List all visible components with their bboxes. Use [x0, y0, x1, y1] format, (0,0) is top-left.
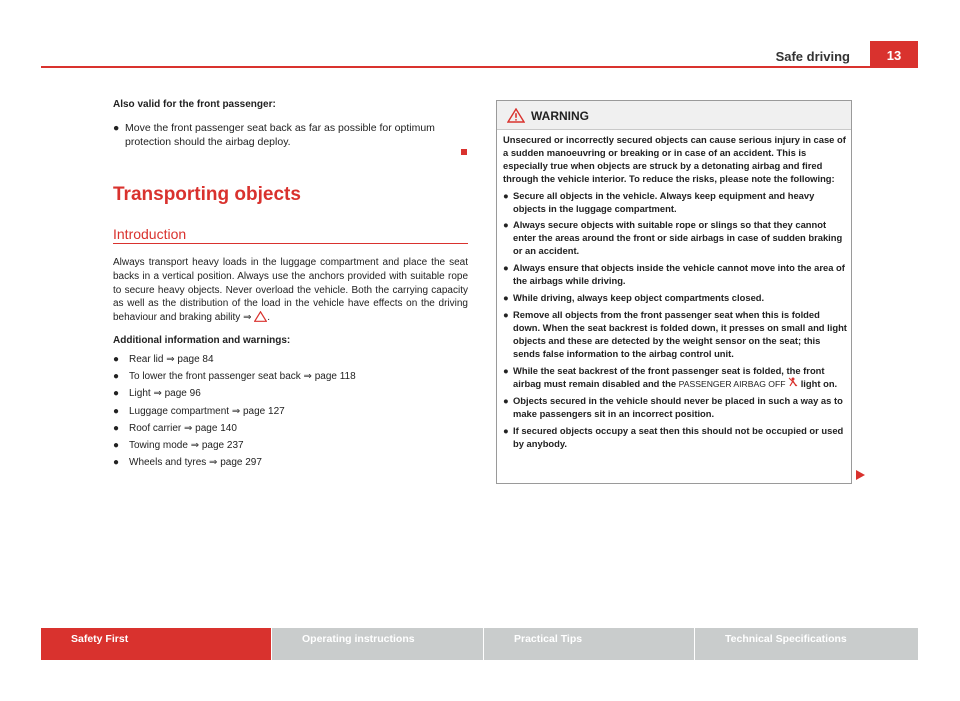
- bullet-icon: ●: [113, 371, 120, 383]
- page-number: 13: [870, 41, 918, 68]
- warning-bullet: ● While driving, always keep object compartments closed.: [503, 291, 765, 303]
- passenger-note: [113, 98, 468, 156]
- warning-bullet: ● Always ensure that objects inside the vehicle cannot move into the area of the airbags while driving.: [503, 262, 845, 287]
- bullet-icon: ●: [113, 439, 120, 451]
- passenger-bullet: [113, 121, 468, 150]
- tab-safety-first[interactable]: Safety First: [41, 628, 271, 660]
- tab-operating-instructions[interactable]: Operating instructions: [272, 628, 483, 660]
- warning-bullet: ● While the seat backrest of the front passenger seat is folded, the front airbag must remain disabled and the PASSENGER AIRBAG OFF light on.: [503, 364, 838, 390]
- bullet-icon: ●: [503, 291, 509, 303]
- bullet-icon: ●: [503, 364, 509, 376]
- list-item[interactable]: ● Luggage compartment ⇒ page 127: [113, 403, 468, 420]
- list-item[interactable]: ● Wheels and tyres ⇒ page 297: [113, 454, 468, 471]
- warning-box: [496, 100, 852, 484]
- warning-bullet: ● Secure all objects in the vehicle. Always keep equipment and heavy objects in the luggage compartment.: [503, 189, 815, 214]
- bullet-icon: ●: [503, 425, 509, 437]
- list-item[interactable]: ● Rear lid ⇒ page 84: [113, 351, 468, 368]
- list-item[interactable]: ● Roof carrier ⇒ page 140: [113, 420, 468, 437]
- bullet-icon: ●: [503, 395, 509, 407]
- warning-intro: Unsecured or incorrectly secured objects can cause serious injury in case of a sudden manoeuvring or breaking or in case of an accident. This is especially true when objects are struck by a detonating airbag and fired through the vehicle interior. To reduce the risks, please note the following:: [503, 134, 846, 184]
- warning-title: WARNING: [531, 109, 589, 123]
- list-item[interactable]: ● Light ⇒ page 96: [113, 385, 468, 402]
- bullet-icon: ●: [503, 262, 509, 274]
- header-title: Safe driving: [775, 49, 850, 64]
- warning-bullet: ● If secured objects occupy a seat then this should not be occupied or used by anybody.: [503, 425, 844, 450]
- continue-arrow-icon: [856, 467, 865, 485]
- passenger-airbag-off-label: PASSENGER AIRBAG OFF: [678, 379, 786, 390]
- passenger-label: Also valid for the front passenger:: [113, 99, 276, 110]
- warning-triangle-icon: [507, 108, 525, 128]
- bullet-icon: ●: [113, 354, 120, 365]
- intro-text: Always transport heavy loads in the luggage compartment and place the seat backs in a vertical position. Always use the anchors provided with suitable rope to secure heavy objects. Never overload the vehicle. Both the carrying capacity as well as the distribution of the load in the vehicle have effects on the driving behaviour and braking ability ⇒: [113, 257, 468, 324]
- sub-title-rule: [113, 243, 468, 244]
- list-item[interactable]: ● Towing mode ⇒ page 237: [113, 437, 468, 454]
- warning-bullet: ● Remove all objects from the front passenger seat when this is folded down. When the seat backrest is folded down, it presses on small and light objects and these are detected by the weight sensor on the seat; this sends false information to the airbag control unit.: [503, 308, 847, 359]
- bullet-icon: ●: [113, 388, 120, 400]
- bullet-icon: ●: [503, 219, 509, 231]
- passenger-bullet-text: Move the front passenger seat back as far as possible for optimum protection should the airbag deploy.: [125, 121, 435, 148]
- intro-paragraph: [113, 256, 468, 327]
- bullet-icon: ●: [113, 405, 120, 417]
- warning-bullet: ● Always secure objects with suitable rope or slings so that they cannot enter the areas around the front or side airbags in case of sudden braking or an accident.: [503, 219, 843, 257]
- warning-bullet: ● Objects secured in the vehicle should never be placed in such a way as to make passengers sit in an incorrect position.: [503, 395, 843, 420]
- reference-list: [113, 351, 468, 471]
- footer-tabs: [41, 628, 918, 660]
- bullet-icon: ●: [113, 457, 120, 469]
- list-item[interactable]: ● To lower the front passenger seat back ⇒ page 118: [113, 368, 468, 385]
- header-rule: [41, 66, 918, 68]
- tab-practical-tips[interactable]: Practical Tips: [484, 628, 694, 660]
- tab-technical-specifications[interactable]: Technical Specifications: [695, 628, 918, 660]
- bullet-icon: ●: [113, 121, 120, 134]
- bullet-icon: ●: [113, 422, 120, 434]
- intro-tail: .: [267, 312, 271, 324]
- bullet-icon: ●: [503, 189, 509, 201]
- section-end-marker: [461, 149, 467, 155]
- bullet-icon: ●: [503, 308, 509, 320]
- warning-triangle-icon[interactable]: [254, 311, 267, 327]
- additional-info-label: Additional information and warnings:: [113, 335, 291, 346]
- airbag-off-icon: [788, 378, 798, 389]
- warning-body: [503, 134, 847, 455]
- sub-title: Introduction: [113, 226, 187, 242]
- section-title: Transporting objects: [113, 184, 301, 205]
- warning-header: [497, 101, 851, 130]
